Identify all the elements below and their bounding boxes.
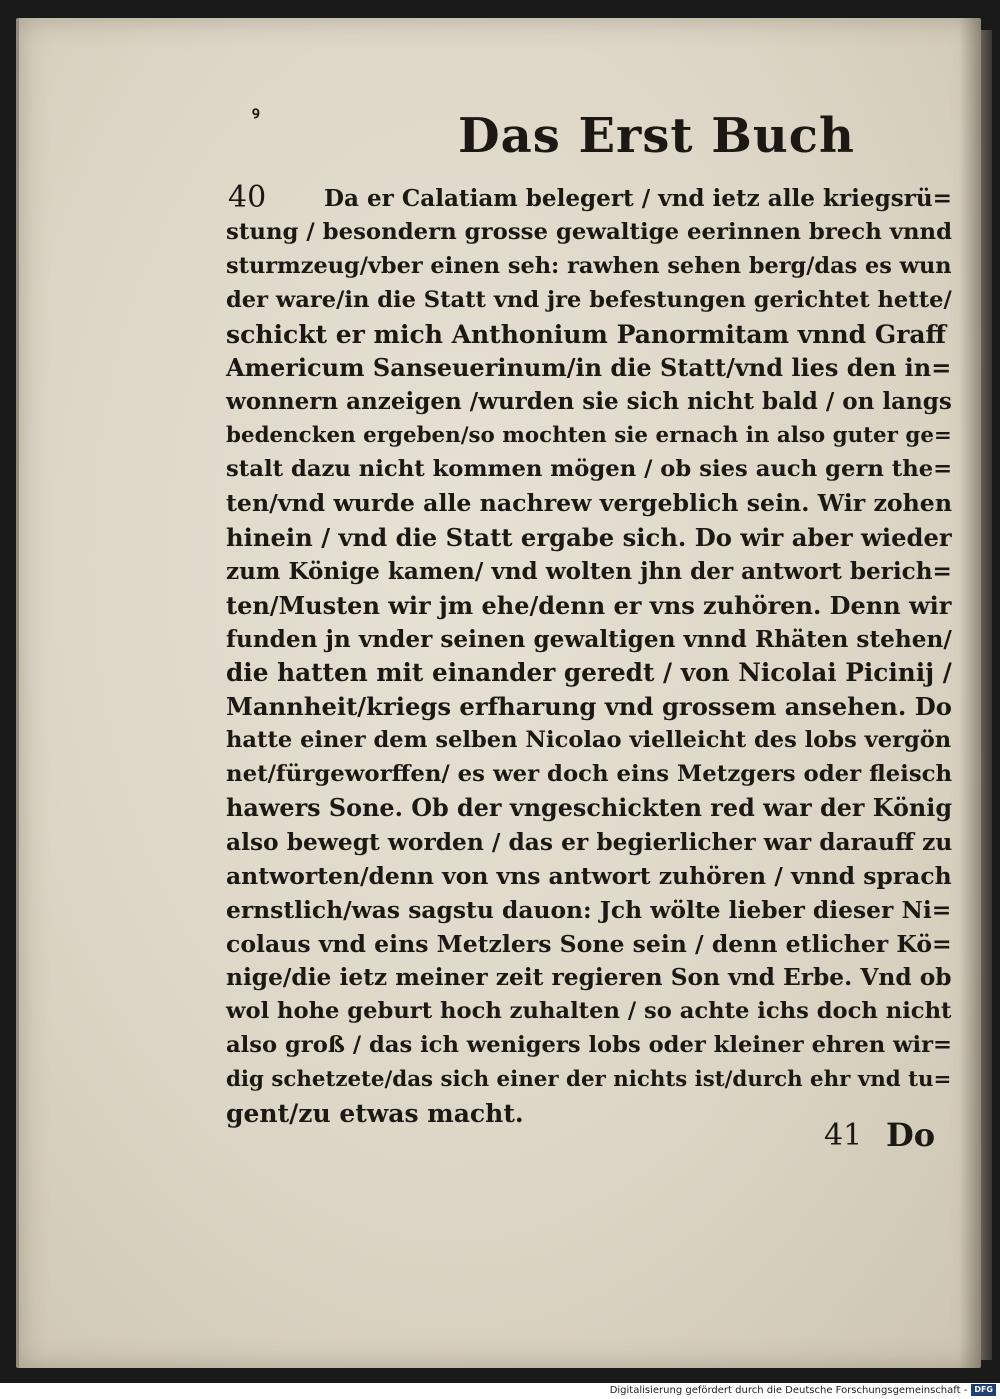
text-line: schickt er mich Anthonium Panormitam vnnd Graff bbox=[226, 319, 947, 349]
text-line: dig schetzete/das sich einer der nichts ist/durch ehr vnd tu= bbox=[226, 1067, 952, 1093]
text-line: zum Könige kamen/ vnd wolten jhn der antwort berich= bbox=[226, 557, 952, 585]
text-line: hinein / vnd die Statt ergabe sich. Do wir aber wieder bbox=[226, 522, 952, 552]
text-line: stalt dazu nicht kommen mögen / ob sies auch gern the= bbox=[226, 456, 953, 483]
text-line: also bewegt worden / das er begierlicher war darauff zu bbox=[226, 828, 953, 856]
binding-gutter-shadow bbox=[959, 18, 981, 1368]
text-line: sturmzeug/vber einen seh: rawhen sehen berg/das es wun bbox=[226, 252, 952, 279]
dfg-logo: DFG bbox=[971, 1384, 996, 1396]
digitization-credit bbox=[0, 1383, 1000, 1399]
printers-mark: ꝰ bbox=[252, 102, 260, 126]
text-line: Da er Calatiam belegert / vnd ietz alle kriegsrü= bbox=[324, 185, 952, 212]
text-line: antworten/denn von vns antwort zuhören / vnnd sprach bbox=[226, 861, 952, 890]
text-line: also groß / das ich wenigers lobs oder kleiner ehren wir= bbox=[226, 1032, 953, 1059]
text-line: wol hohe geburt hoch zuhalten / so achte ichs doch nicht bbox=[226, 998, 952, 1025]
text-line: der ware/in die Statt vnd jre befestungen gerichtet hette/ bbox=[226, 286, 952, 313]
margin-page-number: 40 bbox=[228, 180, 267, 215]
text-line: Mannheit/kriegs erfharung vnd grossem ansehen. Do bbox=[226, 692, 952, 722]
text-line: bedencken ergeben/so mochten sie ernach in also guter ge= bbox=[226, 423, 952, 449]
text-line: funden jn vnder seinen gewaltigen vnnd Rhäten stehen/ bbox=[226, 625, 952, 653]
catchword: Do bbox=[886, 1116, 936, 1154]
text-line: colaus vnd eins Metzlers Sone sein / denn etlicher Kö= bbox=[226, 929, 952, 958]
text-line: wonnern anzeigen /wurden sie sich nicht bald / on langs bbox=[226, 388, 952, 416]
text-line: hawers Sone. Ob der vngeschickten red war der König bbox=[226, 794, 953, 823]
body-text bbox=[226, 182, 952, 1131]
text-line: nige/die ietz meiner zeit regieren Son vnd Erbe. Vnd ob bbox=[226, 964, 952, 992]
text-line: net/fürgeworffen/ es wer doch eins Metzgers oder fleisch bbox=[226, 761, 953, 788]
text-line: ernstlich/was sagstu dauon: Jch wölte lieber dieser Ni= bbox=[226, 895, 952, 924]
text-line: gent/zu etwas macht. bbox=[226, 1099, 524, 1129]
text-line: hatte einer dem selben Nicolao vielleicht des lobs vergön bbox=[226, 727, 952, 754]
running-head: Das Erst Buch bbox=[458, 108, 855, 164]
text-line: stung / besondern grosse gewaltige eerinnen brech vnnd bbox=[226, 218, 953, 245]
text-line: ten/vnd wurde alle nachrew vergeblich sein. Wir zohen bbox=[226, 489, 952, 518]
credit-text: Digitalisierung gefördert durch die Deutsche Forschungsgemeinschaft - bbox=[609, 1385, 968, 1396]
footer-page-number: 41 bbox=[824, 1118, 863, 1153]
text-line: die hatten mit einander geredt / von Nicolai Picinij / bbox=[226, 658, 952, 688]
text-line: Americum Sanseuerinum/in die Statt/vnd lies den in= bbox=[226, 353, 952, 383]
text-line: ten/Musten wir jm ehe/denn er vns zuhören. Denn wir bbox=[226, 590, 952, 620]
